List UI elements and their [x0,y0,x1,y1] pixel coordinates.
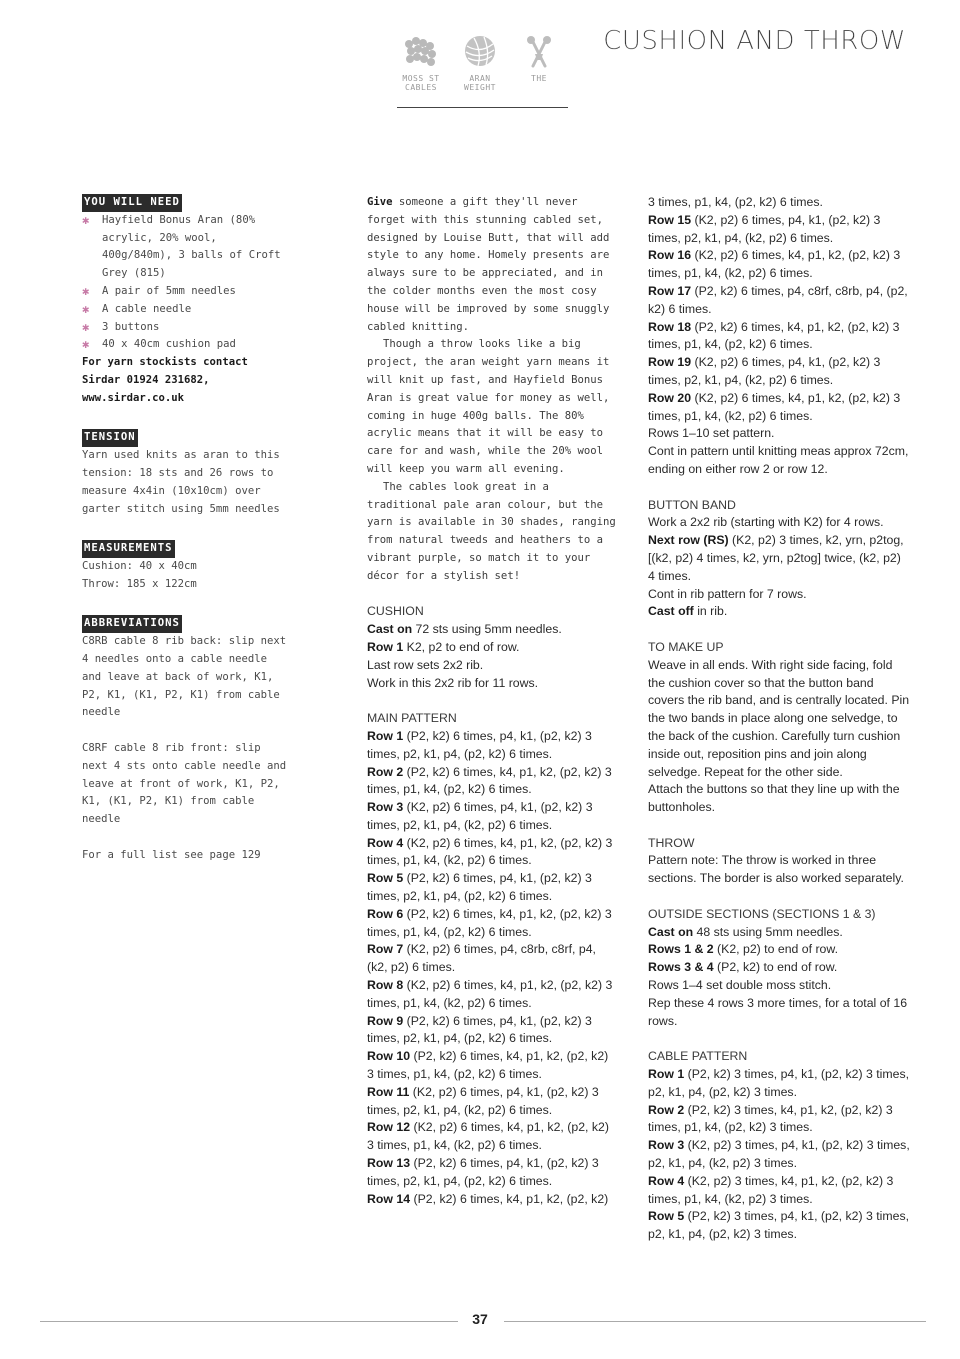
pattern-row [367,1191,617,1209]
cushion-line [367,675,617,693]
pattern-row-label: Row 14 [367,1191,411,1206]
measurement-throw: Throw: 185 x 122cm [82,577,197,590]
footer-rule-right [504,1321,926,1322]
pattern-row-label: Row 19 [648,355,692,370]
pattern-row-text: (K2, p2) 6 times, k4, p1, k2, (p2, k2) 3 times, p1, k4, (k2, p2) 6 times. [367,978,613,1010]
button-band-line-label: Next row (RS) [648,533,729,548]
stockists-note: For yarn stockists contact Sirdar 01924 231682, www.sirdar.co.uk [82,356,248,404]
cushion-line [367,621,617,639]
outside-line-text: 48 sts using 5mm needles. [693,924,843,939]
pattern-note: Cont in pattern until knitting meas approx 72cm, ending on either row 2 or row 12. [648,444,909,476]
cable-row-list [648,1066,910,1244]
pattern-row [648,390,910,426]
list-item: ✱ Hayfield Bonus Aran (80% acrylic, 20% wool, 400g/840m), 3 balls of Croft Grey (815) [82,212,287,283]
pattern-row [367,906,617,942]
icon-label-aran: ARAN WEIGHT [464,74,496,92]
pattern-row [367,1084,617,1120]
button-band-line [648,603,910,621]
pattern-row [367,977,617,1013]
cable-row-text: (P2, k2) 3 times, p4, k1, (p2, k2) 3 times, p2, k1, p4, (p2, k2) 3 times. [648,1067,910,1099]
button-band-line [648,532,910,585]
pattern-row [367,764,617,800]
outside-line-text: Rows 1–4 set double moss stitch. [648,978,832,993]
difficulty-icons [392,34,568,92]
make-up-paragraph: Attach the buttons so that they line up with the buttonholes. [648,782,900,815]
cushion-line-text: 72 sts using 5mm needles. [412,622,562,637]
pattern-row-text: (P2, k2) 6 times, k4, p1, k2, (p2, k2) [410,1191,609,1206]
button-band-line-text: in rib. [693,604,728,619]
cable-row-label: Row 1 [648,1067,685,1082]
main-pattern-heading: MAIN PATTERN [367,711,457,726]
list-item: ✱ A pair of 5mm needles [82,283,287,301]
pattern-row-label: Row 5 [367,871,404,886]
throw-note: Pattern note: The throw is worked in three sections. The border is also worked separately. [648,853,904,886]
pattern-row [367,1155,617,1191]
outside-line [648,941,910,959]
pattern-row-label: Row 13 [367,1156,411,1171]
list-item: ✱ 40 x 40cm cushion pad [82,336,287,354]
pattern-row-label: Row 9 [367,1013,404,1028]
tools-badge [510,34,568,92]
cable-row [648,1137,910,1173]
sidebar-column [82,194,287,864]
you-will-need-heading: YOU WILL NEED [82,194,182,212]
button-band-line-text: Cont in rib pattern for 7 rows. [648,586,807,601]
pattern-row [367,799,617,835]
pattern-row-text: (K2, p2) 6 times, k4, p1, k2, (p2, k2) 3 times, p1, k4, (k2, p2) 6 times. [648,390,901,423]
pattern-row-label: Row 7 [367,942,404,957]
cushion-line-label: Row 1 [367,639,404,654]
pattern-row-label: Row 16 [648,248,692,263]
pattern-row-text: (K2, p2) 6 times, p4, k1, (p2, k2) 3 times, p2, k1, p4, (k2, p2) 6 times. [367,800,593,832]
intro [367,194,617,586]
outside-line-label: Rows 1 & 2 [648,942,714,957]
page-title: CUSHION AND THROW [603,26,906,56]
pattern-row-label: Row 4 [367,835,404,850]
header-divider [397,107,568,108]
asterisk-icon: ✱ [82,283,90,298]
cushion-line-text: Work in this 2x2 rib for 11 rows. [367,675,539,690]
cable-pattern-heading: CABLE PATTERN [648,1049,748,1064]
full-list-note: For a full list see page 129 [82,848,261,861]
cable-row-label: Row 3 [648,1138,685,1153]
asterisk-icon: ✱ [82,337,90,352]
cushion-line [367,639,617,657]
pattern-row-text: (K2, p2) 6 times, p4, k1, (p2, k2) 3 times, p2, k1, p4, (k2, p2) 6 times. [648,212,881,245]
pattern-row-label: Row 17 [648,283,692,298]
pattern-row [648,247,910,283]
to-make-up-heading: TO MAKE UP [648,639,724,654]
intro-paragraph: Give someone a gift they'll never forget with this stunning cabled set, designed by Louise Butt, that will add style to any home. Homely presents are always sure to be appreciated, and in the colder months even the most cosy house will be improved by some snuggly cabled knitting. [367,196,610,333]
page-number: 37 [472,1311,488,1327]
pattern-row [648,212,910,248]
button-band-line-text: Work a 2x2 rib (starting with K2) for 4 rows. [648,515,884,530]
abbreviation-c8rb: C8RB cable 8 rib back: slip next 4 needles onto a cable needle and leave at back of work, K1, P2, K1, (K1, P2, K1) from cable needle [82,635,287,719]
list-item: ✱ 3 buttons [82,319,287,337]
measurements-heading: MEASUREMENTS [82,540,175,558]
pattern-row-text: (P2, k2) 6 times, p4, c8rf, c8rb, p4, (p2, k2) 6 times. [648,283,908,316]
pattern-row [367,870,617,906]
pattern-row [367,1119,617,1155]
pattern-row-label: Row 15 [648,212,692,227]
cable-row-text: (K2, p2) 3 times, k4, p1, k2, (p2, k2) 3 times, p1, k4, (k2, p2) 3 times. [648,1173,894,1206]
cable-row-label: Row 2 [648,1102,685,1117]
outside-line-label: Rows 3 & 4 [648,960,714,975]
button-band-line-text: (K2, p2) 3 times, k2, yrn, p2tog, [(k2, p2) 4 times, k2, yrn, p2tog] twice, (k2, p2) 4 times. [648,533,904,583]
yarn-weight-badge [451,34,509,92]
cushion-line-text: Last row sets 2x2 rib. [367,657,484,672]
pattern-row-list [367,728,617,1209]
cable-row [648,1173,910,1209]
pattern-row-label: Row 6 [367,906,404,921]
pattern-row [367,1013,617,1049]
outside-line [648,959,910,977]
pattern-row-label: Row 8 [367,978,404,993]
button-band-line-list [648,514,910,621]
pattern-row-text: (P2, k2) 6 times, p4, k1, (p2, k2) 3 times, p2, k1, p4, (p2, k2) 6 times. [367,1156,599,1188]
pattern-row-text: (K2, p2) 6 times, p4, k1, (p2, k2) 3 times, p2, k1, p4, (k2, p2) 6 times. [648,355,881,387]
tension-text: Yarn used knits as aran to this tension: 18 sts and 26 rows to measure 4x4in (10x10cm) over garter stitch using 5mm needles [82,449,280,515]
right-column [648,194,910,1244]
row-14-continuation: 3 times, p1, k4, (p2, k2) 6 times. [648,195,823,209]
outside-sections-heading: OUTSIDE SECTIONS (SECTIONS 1 & 3) [648,906,876,921]
outside-line-text: (K2, p2) to end of row. [713,942,839,957]
outside-line [648,924,910,942]
asterisk-icon: ✱ [82,319,90,334]
cushion-line-label: Cast on [367,622,413,637]
moss-cables-icon [401,34,441,70]
pattern-row-text: (P2, k2) 6 times, p4, k1, (p2, k2) 3 times, p2, k1, p4, (p2, k2) 6 times. [367,1013,592,1046]
abbreviations-heading: ABBREVIATIONS [82,615,182,633]
icon-label-moss: MOSS ST CABLES [402,74,440,92]
pattern-row-list [648,212,910,426]
pattern-row-label: Row 3 [367,800,404,815]
pattern-row-text: (K2, p2) 6 times, p4, k1, (p2, k2) 3 times, p2, k1, p4, (k2, p2) 6 times. [367,1084,599,1117]
button-band-line-label: Cast off [648,604,694,619]
yarn-ball-icon [460,34,500,70]
pattern-row-text: (P2, k2) 6 times, k4, p1, k2, (p2, k2) 3 times, p1, k4, (p2, k2) 6 times. [648,319,900,352]
footer-rule-left [40,1321,458,1322]
cable-row [648,1066,910,1102]
make-up-paragraph: Weave in all ends. With right side facing, fold the cushion cover so that the button band covers the rib band, and is centrally located. Pin the two bands in place along one selvedge, to the back of the cushion. Carefully turn cushion inside out, reposition pins and join along selvedge. Repeat for the other side. [648,657,910,779]
outside-line-text: (P2, k2) to end of row. [713,960,838,975]
pattern-row [367,728,617,764]
icon-label-tools: THE [531,74,547,83]
button-band-line [648,514,910,532]
cable-row [648,1102,910,1138]
button-band-line [648,586,910,604]
outside-line [648,995,910,1031]
outside-line [648,977,910,995]
abbreviation-c8rf: C8RF cable 8 rib front: slip next 4 sts onto cable needle and leave at front of work, K1, P2, K1, (K1, P2, K1) from cable needle [82,741,287,826]
cushion-section [367,603,617,1208]
pattern-row [648,319,910,355]
pattern-note: Rows 1–10 set pattern. [648,426,775,441]
pattern-row-label: Row 18 [648,319,692,334]
asterisk-icon: ✱ [82,212,90,227]
moss-cables-badge [392,34,450,92]
pattern-row-text: (P2, k2) 6 times, p4, k1, (p2, k2) 3 times, p2, k1, p4, (p2, k2) 6 times. [367,871,592,904]
asterisk-icon: ✱ [82,301,90,316]
button-band-heading: BUTTON BAND [648,497,736,512]
pattern-row-label: Row 2 [367,764,404,779]
tension-heading: TENSION [82,429,138,447]
pattern-row-label: Row 10 [367,1049,411,1064]
intro-paragraph: The cables look great in a traditional pale aran colour, but the yarn is available in 30 shades, ranging from natural tweeds and heathers to a vibrant purple, so match it to your décor for a stylish set! [367,480,616,582]
pattern-row-text: (K2, p2) 6 times, k4, p1, k2, (p2, k2) 3 times, p1, k4, (k2, p2) 6 times. [367,835,613,868]
cushion-line [367,657,617,675]
pattern-row-label: Row 20 [648,390,692,405]
outside-line-text: Rep these 4 rows 3 more times, for a total of 16 rows. [648,995,908,1028]
tools-icon [519,34,559,70]
pattern-row [367,835,617,871]
pattern-row-text: (K2, p2) 6 times, p4, c8rb, c8rf, p4, (k2, p2) 6 times. [367,942,596,975]
cable-row-text: (K2, p2) 3 times, p4, k1, (p2, k2) 3 times, p2, k1, p4, (k2, p2) 3 times. [648,1138,910,1171]
pattern-row-text: (K2, p2) 6 times, k4, p1, k2, (p2, k2) 3 times, p1, k4, (k2, p2) 6 times. [367,1120,609,1153]
cushion-line-list [367,621,617,692]
cable-row-label: Row 4 [648,1173,685,1188]
pattern-row-text: (P2, k2) 6 times, p4, k1, (p2, k2) 3 times, p2, k1, p4, (p2, k2) 6 times. [367,728,592,761]
cable-row [648,1208,910,1244]
throw-heading: THROW [648,835,695,850]
cable-row-label: Row 5 [648,1209,685,1224]
pattern-row-text: (P2, k2) 6 times, k4, p1, k2, (p2, k2) 3 times, p1, k4, (p2, k2) 6 times. [367,1049,609,1082]
pattern-row-text: (K2, p2) 6 times, k4, p1, k2, (p2, k2) 3 times, p1, k4, (k2, p2) 6 times. [648,248,901,281]
cable-row-text: (P2, k2) 3 times, k4, p1, k2, (p2, k2) 3 times, p1, k4, (p2, k2) 3 times. [648,1102,893,1135]
middle-column [367,194,617,1208]
pattern-row-label: Row 1 [367,728,404,743]
pattern-row [648,283,910,319]
pattern-row-text: (P2, k2) 6 times, k4, p1, k2, (p2, k2) 3 times, p1, k4, (p2, k2) 6 times. [367,906,612,939]
pattern-row [367,1048,617,1084]
pattern-row-text: (P2, k2) 6 times, k4, p1, k2, (p2, k2) 3 times, p1, k4, (p2, k2) 6 times. [367,764,612,797]
list-item: ✱ A cable needle [82,301,287,319]
outside-line-list [648,924,910,1031]
pattern-row-label: Row 11 [367,1084,410,1099]
intro-paragraph: Though a throw looks like a big project, the aran weight yarn means it will knit up fast, and Hayfield Bonus Aran is great value for money as well, coming in huge 400g balls. The 80% acrylic means that it will be easy to care for and wash, while the 20% wool will keep you warm all evening. [367,338,610,475]
outside-line-label: Cast on [648,924,694,939]
measurement-cushion: Cushion: 40 x 40cm [82,559,197,572]
pattern-row [648,354,910,390]
cushion-line-text: K2, p2 to end of row. [403,639,520,654]
pattern-row [367,941,617,977]
pattern-row-label: Row 12 [367,1120,411,1135]
cushion-heading: CUSHION [367,604,424,619]
cable-row-text: (P2, k2) 3 times, p4, k1, (p2, k2) 3 times, p2, k1, p4, (p2, k2) 3 times. [648,1209,910,1242]
